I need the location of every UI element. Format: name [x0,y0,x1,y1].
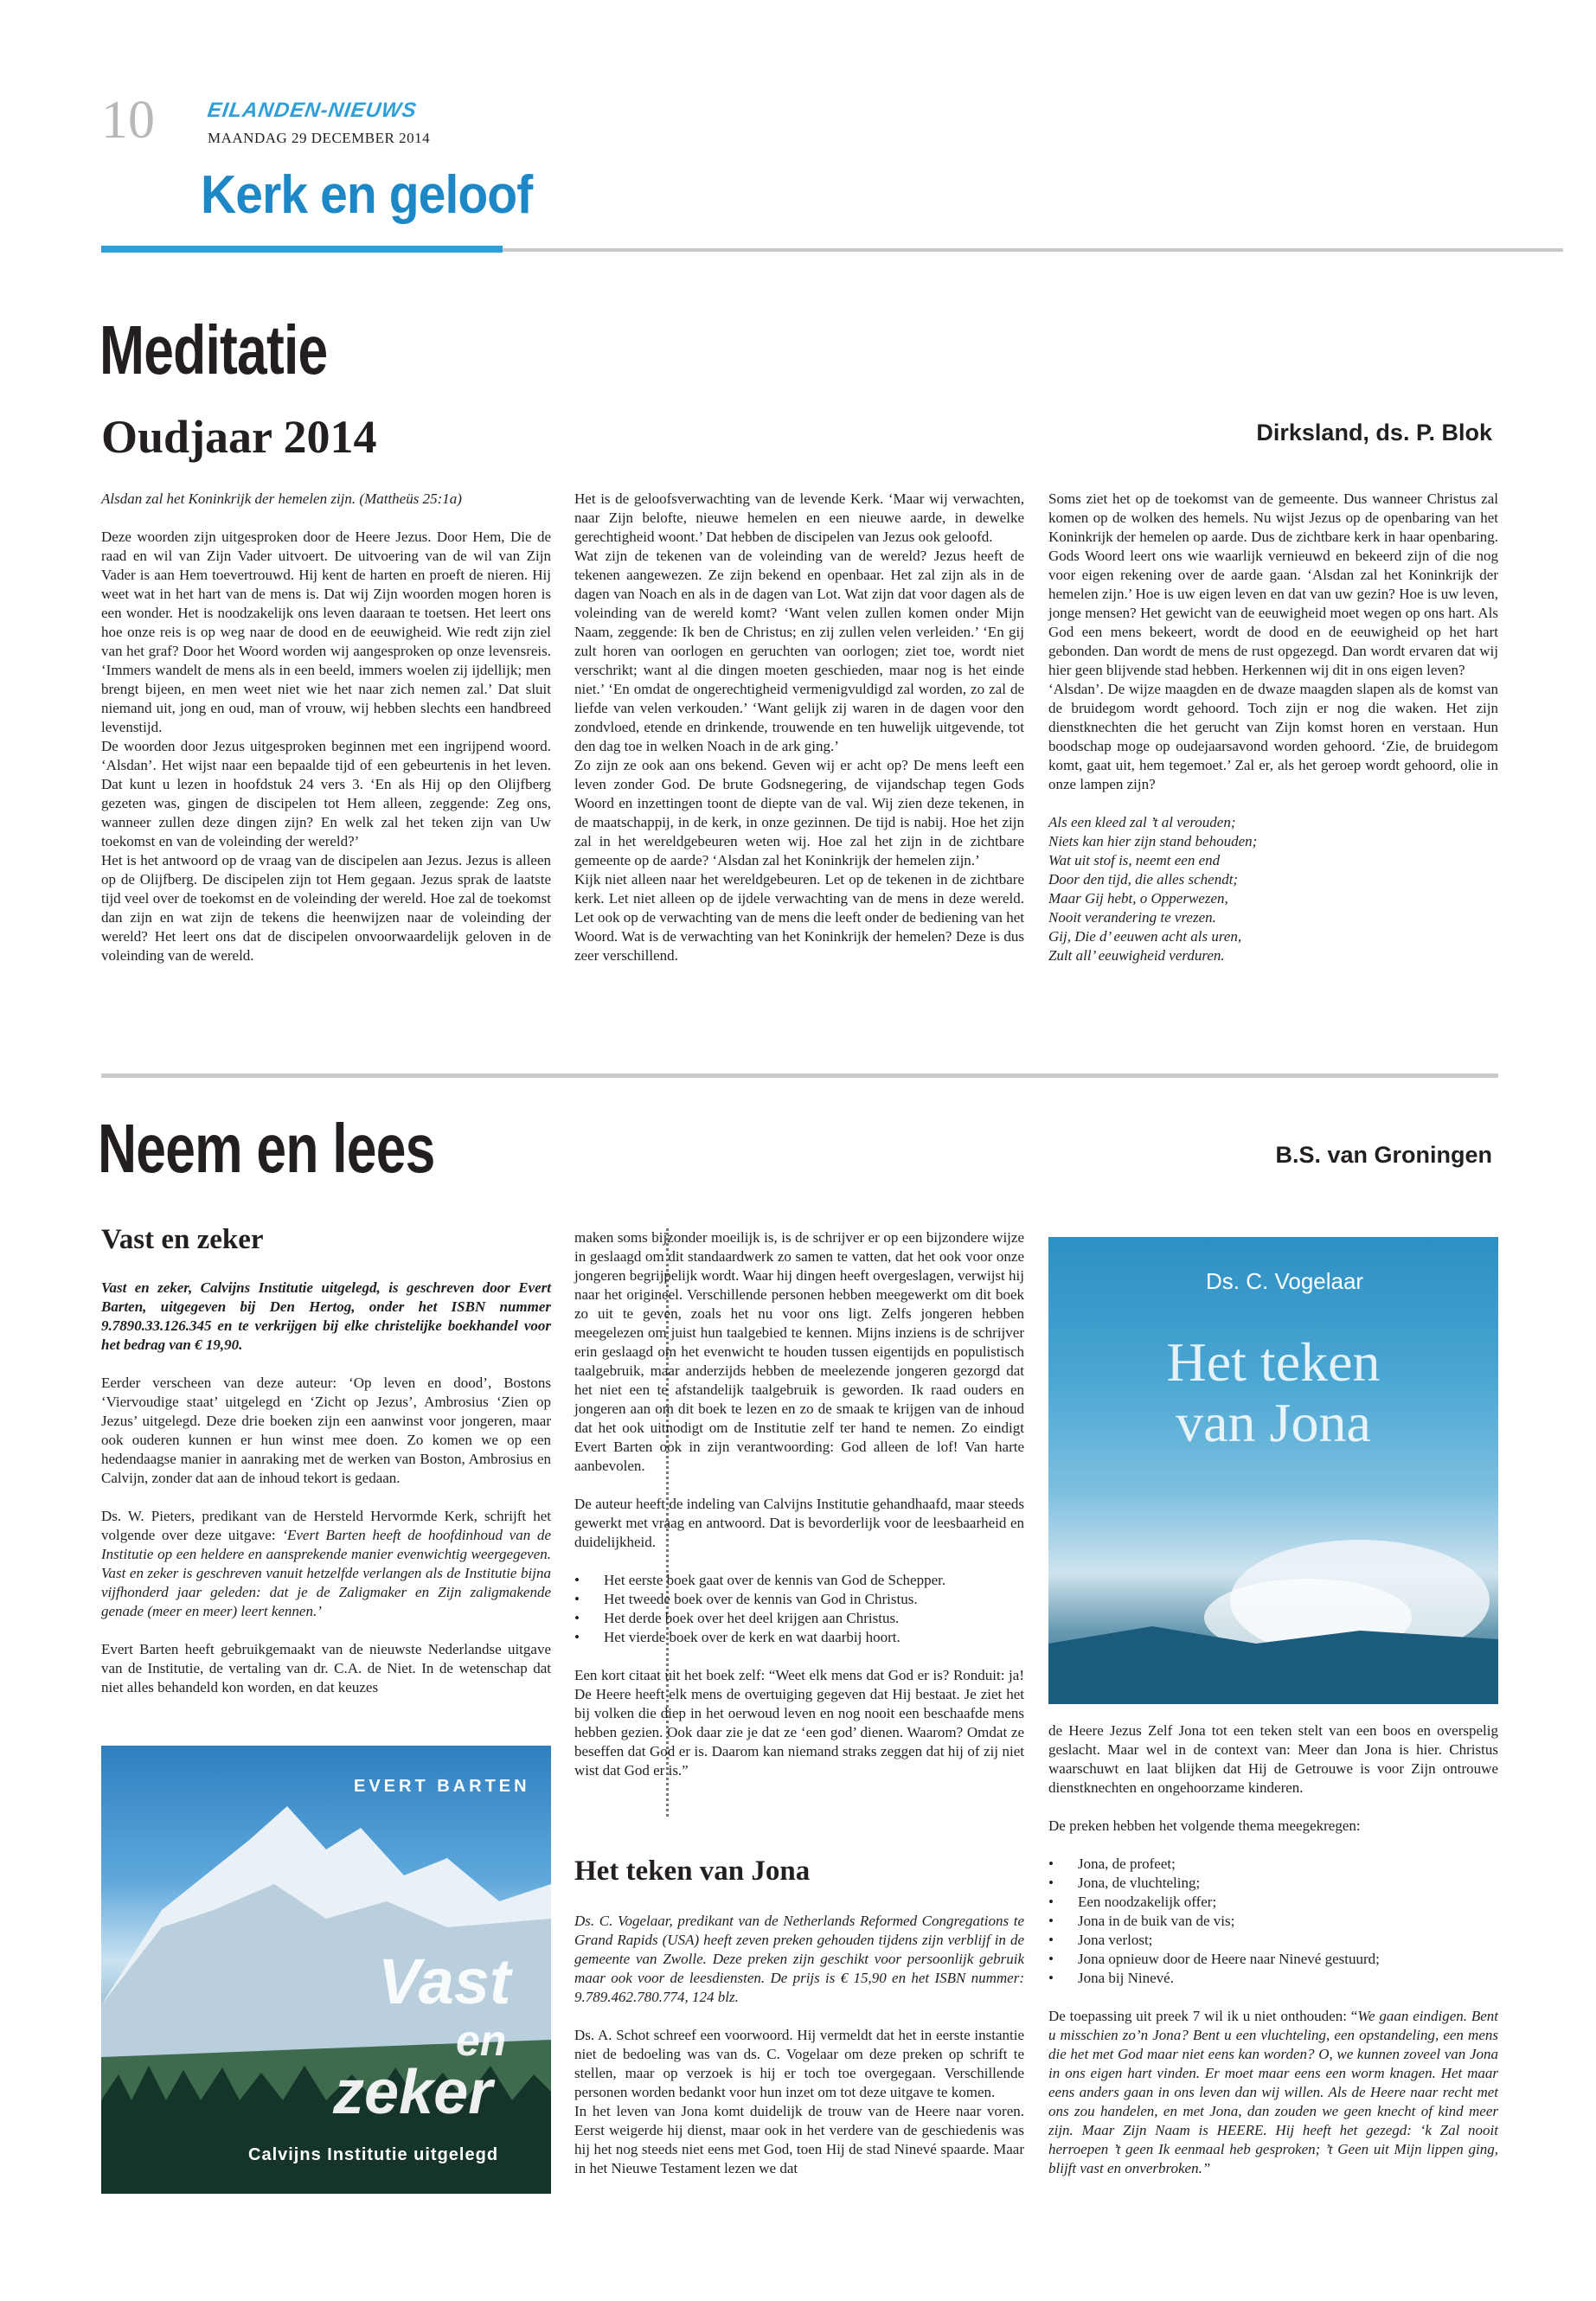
paragraph: Kijk niet alleen naar het wereldgebeuren. Let op de tekenen in de zichtbare kerk. Let niet alleen op de ijdele verwachting van de mens in deze wereld. Let ook op de verwachting van de mens die leeft onder de bediening van het Woord. Wat is de verwachting van het Koninkrijk der hemelen? Deze is dus zeer verschillend. [574,871,1024,964]
book-cover-vast-en-zeker [101,1746,551,2194]
vast-en-zeker-column-2 [574,1228,1024,1780]
poem-line: Zult all’ eeuwigheid verduren. [1048,947,1225,964]
cover-author: EVERT BARTEN [354,1777,530,1796]
section-divider [101,1074,1498,1078]
paragraph: Wat zijn de tekenen van de voleinding van de wereld? Jezus heeft de tekenen aangewezen. Ze zijn bekend en openbaar. Het zal zijn als in de dagen van Noach en als in de dagen van Lot. Wat zijn dat voor dagen als de voleinding van de wereld komt? ‘Want velen zullen komen onder Mijn Naam, zeggende: Ik ben de Christus; en zij zullen velen verleiden.’ ‘En gij zult horen van oorlogen en geruchten van oorlogen; ziet toe, wordt niet verschrikt; want al die dingen moeten geschieden, maar nog is het einde niet.’ ‘En omdat de ongerechtigheid vermenigvuldigd zal worden, zo zal de liefde van velen verkouden.’ ‘Want gelijk zij waren in de dagen voor den zondvloed, etende en drinkende, trouwende en ten huwelijk uitgevende, tot den dag toe in welken Noach in de ark ging.’ [574,548,1024,754]
meditatie-column-2 [574,490,1024,965]
sermon-quote: We gaan eindigen. Bent u misschien zo’n Jona? Bent u een vluchteling, een opstandeling, een mens die het met God maar niet eens kan worden? O, we kunnen zoveel van Jona in ons eigen hart vinden. Er moet maar eens een worm knagen. Het maar eens anders gaan in ons leven dan wij willen. Als de Heere naar recht met ons zou handelen, en met Jona, dan zouden we geen knecht of kind meer zijn. Maar Zijn Naam is HEERE. Hij heeft het gezegd: ‘k Zal nooit herroepen ’t geen Ik eenmaal heb gesproken; ’t Geen uit Mijn lippen ging, blijft vast en onverbroken.” [1048,2008,1499,2176]
list-item: • Het eerste boek gaat over de kennis van God de Schepper. [604,1571,1024,1590]
paragraph: Soms ziet het op de toekomst van de gemeente. Dus wanneer Christus zal komen op de wolken des hemels. Nu wijst Jezus op de openbaring van het Koninkrijk der hemelen op aarde. Dus de zichtbare kerk in haar openbaring. Gods Woord leert ons wie waarlijk vernieuwd en bekeerd zijn of die nog voor eigen rekening over de aarde gaan. ‘Alsdan zal het Koninkrijk der hemelen zijn.’ Hoe is uw eigen leven en dat van uw gezin? Hoe is uw leven, jonge mensen? Het gewicht van de eeuwigheid moet wegen op ons hart. Als God een mens bekeert, wordt de dood en de eeuwigheid op het hart gebonden. Dan wordt de mens de rust opgezegd. Dan wordt ervaren dat wij hier geen blijvende stad hebben. Herkennen wij dit in ons eigen leven? [1048,490,1498,678]
book-cover-het-teken-van-jona [1048,1237,1498,1704]
paragraph: Een kort citaat uit het boek zelf: “Weet elk mens dat God er is? Ronduit: ja! De Heere heeft elk mens de overtuiging gegeven dat Hij bestaat. Je ziet het bij volken die diep in het oerwoud leven en nog nooit een beschaafde mens hebben gezien. Ook daar zie je dat ze ‘een god’ dienen. Waarom? Omdat ze beseffen dat God er is. Daarom kan niemand straks zeggen dat hij of zij niet wist dat God er is.” [574,1667,1024,1779]
list-item: • Jona in de buik van de vis; [1078,1912,1498,1931]
cover-title-line-1: Het teken [1166,1331,1381,1393]
book-parts-list [574,1571,1024,1647]
meditatie-byline: Dirksland, ds. P. Blok [1256,420,1492,445]
paragraph: Het is de geloofsverwachting van de levende Kerk. ‘Maar wij verwachten, naar Zijn belofte, nieuwe hemelen en een nieuwe aarde, in dewelke gerechtigheid woont.’ Dat hebben de discipelen van Jezus ook geloofd. [574,490,1024,545]
paragraph: Ds. A. Schot schreef een voorwoord. Hij vermeldt dat het in eerste instantie niet de bedoeling was van ds. C. Vogelaar om deze preken op schrift te stellen, maar op verzoek is hij er toch toe overgegaan. Verschillende personen worden bedankt voor hun inzet om tot deze uitgave te komen. [574,2027,1024,2100]
paragraph: Het is het antwoord op de vraag van de discipelen aan Jezus. Jezus is alleen op de Olijfberg. De discipelen zijn tot Hem gegaan. Jezus sprak de laatste tijd veel over de toekomst en de voleinding der wereld. Hoe zal de toekomst dan zijn en wat zijn de tekens die heenwijzen naar de voleinding der wereld? Het leert ons dat de discipelen onvoorwaardelijk geloven in de voleinding van de wereld. [101,852,551,964]
list-item: • Het tweede boek over de kennis van God in Christus. [604,1590,1024,1609]
poem-line: Niets kan hier zijn stand behouden; [1048,833,1258,849]
cover-title-line-2: van Jona [1176,1392,1371,1453]
issue-date: MAANDAG 29 DECEMBER 2014 [208,130,431,146]
poem-line: Door den tijd, die alles schendt; [1048,871,1239,888]
list-item: • Het vierde boek over de kerk en wat daarbij hoort. [604,1628,1024,1647]
newspaper-logo: EILANDEN-NIEUWS [206,99,419,122]
poem [1048,813,1498,965]
meditatie-column-1 [101,490,551,965]
paragraph: ‘Alsdan’. De wijze maagden en de dwaze maagden slapen als de komst van de bruidegom wordt gehoord. Toch zijn er nog die waken. Het zijn dienstknechten die het gerucht van Zijn komst horen en verstaan. Hun boodschap moge op oudejaarsavond worden gehoord. ‘Zie, de bruidegom komt, gaat uit, hem tegemoet.’ Zal er, als het geroep wordt gehoord, olie in onze lampen zijn? [1048,681,1498,792]
meditatie-heading: Meditatie [99,311,328,388]
page-number: 10 [101,91,155,150]
scripture-quote: Alsdan zal het Koninkrijk der hemelen zijn. (Mattheüs 25:1a) [101,490,462,507]
section-title: Kerk en geloof [201,165,533,225]
jona-column-2 [1048,1721,1498,2178]
vast-en-zeker-column-1 [101,1279,551,1697]
review-title-het-teken-van-jona: Het teken van Jona [574,1856,811,1887]
paragraph: De auteur heeft de indeling van Calvijns Institutie gehandhaafd, maar steeds gewerkt met vraag en antwoord. Dat is bevorderlijk voor de leesbaarheid en duidelijkheid. [574,1496,1024,1550]
paragraph-lead: De toepassing uit preek 7 wil ik u niet onthouden: “ [1048,2008,1358,2024]
paragraph: de Heere Jezus Zelf Jona tot een teken stelt van een boos en overspelig geslacht. Maar wel in de context van: Meer dan Jona is hier. Christus waarschuwt en laat blijken dat Hij de Getrouwe is voor Zijn ontrouwe dienstknechten en ongehoorzame kinderen. [1048,1722,1498,1796]
list-item: • Jona opnieuw door de Heere naar Ninevé gestuurd; [1078,1950,1498,1969]
paragraph [101,1507,551,1621]
cover-title-word-2: en [456,2016,507,2065]
neem-en-lees-heading: Neem en lees [98,1110,435,1187]
paragraph-lead: Ds. W. Pieters, predikant van de Hersteld Hervormde Kerk, schrijft het volgende over deze uitgave: [101,1508,551,1543]
neem-en-lees-byline: B.S. van Groningen [1275,1142,1492,1168]
paragraph: maken soms bijzonder moeilijk is, is de schrijver er op een bijzondere wijze in geslaagd om dit standaardwerk zo samen te vatten, dat het ook voor onze jongeren begrijpelijk wordt. Waar hij dingen heeft overgeslagen, verwijst hij naar het origineel. Verschillende personen hebben meegewerkt om dit boek zo uit te geven, zoals het nu voor ons ligt. Zelfs jongeren hebben meegelezen om juist hun taalgebied te kennen. Mijns inziens is de schrijver erin geslaagd om het evenwicht te houden tussen eigentijds en populistisch taalgebruik, maar anderzijds hebben de meelezende jongeren gezorgd dat het niet een te afstandelijk taalgebruik is geworden. Ik raad ouders en jongeren aan om dit boek te lezen en zo de smaak te krijgen van de inhoud dat het ook uitnodigt om de Institutie zelf ter hand te nemen. Zo eindigt Evert Barten ook in zijn verantwoording: God alleen de lof! Van harte aanbevolen. [574,1229,1024,1474]
poem-line: Wat uit stof is, neemt een end [1048,852,1221,868]
meditatie-column-3 [1048,490,1498,965]
paragraph [1048,2007,1498,2178]
paragraph: Deze woorden zijn uitgesproken door de Heere Jezus. Door Hem, Die de raad en wil van Zijn Vader uitvoert. De uitvoering van de wil van Zijn Vader is aan Hem toevertrouwd. Hij kent de harten en proeft de nieren. Hij weet wat in het hart van de mens is. Dat wij Zijn woorden mogen horen is een wonder. Het is noodzakelijk ons leven daaraan te toetsen. Het leert ons hoe onze reis is op weg naar de dood en de eeuwigheid. Wie redt zijn ziel van het graf? Door het Woord worden wij aangesproken op onze levensreis. ‘Immers wandelt de mens als in een beeld, immers woelen zij ijdellijk; men brengt bijeen, en men weet niet wie het naar zich nemen zal.’ Dat sluit niemand uit, jong en oud, man of vrouw, wij hebben slechts een handbreed levenstijd. [101,529,551,735]
poem-line: Nooit verandering te vrezen. [1048,909,1216,926]
section-rule-accent [101,246,503,253]
poem-line: Maar Gij hebt, o Opperwezen, [1048,890,1228,907]
paragraph: Evert Barten heeft gebruikgemaakt van de nieuwste Nederlandse uitgave van de Institutie, de vertaling van dr. C.A. de Niet. In de wetenschap dat niet alles behandeld kon worden, en dat keuzes [101,1641,551,1695]
paragraph: De preken hebben het volgende thema meegekregen: [1048,1817,1361,1834]
review-title-vast-en-zeker: Vast en zeker [101,1224,264,1255]
poem-line: Gij, Die d’ eeuwen acht als uren, [1048,928,1242,945]
book-info: Vast en zeker, Calvijns Institutie uitgelegd, is geschreven door Evert Barten, uitgegeven bij Den Hertog, onder het ISBN nummer 9.7890.33.126.345 en te verkrijgen bij elke christelijke boekhandel voor het bedrag van € 19,90. [101,1279,551,1353]
cover-subtitle: Calvijns Institutie uitgelegd [248,2145,499,2164]
section-rule [503,248,1563,252]
jona-column-1 [574,1912,1024,2178]
review-quote: ‘Evert Barten heeft de hoofdinhoud van de Institutie op een heldere en aansprekende manier evenwichtig weergegeven. Vast en zeker is geschreven vanuit hetzelfde verlangen als de Institutie bijna vijfhonderd jaar geleden: dat je de Zaligmaker en Zijn zaligmakende genade (meer en meer) leert kennen.’ [101,1527,551,1619]
list-item: • Het derde boek over het deel krijgen aan Christus. [604,1609,1024,1628]
cover-author: Ds. C. Vogelaar [1206,1268,1364,1294]
book-info: Ds. C. Vogelaar, predikant van de Netherlands Reformed Congregations te Grand Rapids (USA) heeft zeven preken gehouden tijdens zijn verblijf in de gemeente van Zwolle. Deze preken zijn geschikt voor persoonlijk gebruik maar ook voor de leesdiensten. De prijs is € 15,90 en het ISBN nummer: 9.789.462.780.774, 124 blz. [574,1913,1024,2005]
paragraph: In het leven van Jona komt duidelijk de trouw van de Heere naar voren. Eerst weigerde hij dienst, maar ook in het verdere van de geschiedenis was hij het nog steeds niet eens met God, toen Hij de stad Ninevé spaarde. Maar in het Nieuwe Testament lezen we dat [574,2103,1024,2176]
list-item: • Jona, de vluchteling; [1078,1874,1498,1893]
paragraph: De woorden door Jezus uitgesproken beginnen met een ingrijpend woord. ‘Alsdan’. Het wijst naar een bepaalde tijd of een gebeurtenis in het leven. Dat kunt u lezen in hoofdstuk 24 vers 3. ‘En als Hij op den Olijfberg gezeten was, gingen de discipelen tot Hem alleen, zeggende: Zeg ons, wanneer zullen deze dingen zijn? En welk zal het teken zijn van Uw toekomst en van de voleinding der wereld?’ [101,738,551,849]
wave-illustration [1048,1237,1498,1704]
list-item: • Jona verlost; [1078,1931,1498,1950]
meditatie-title: Oudjaar 2014 [101,411,377,463]
cover-title-word-1: Vast [378,1945,511,2017]
sermon-themes-list [1048,1855,1498,1988]
list-item: • Jona bij Ninevé. [1078,1969,1498,1988]
paragraph: Zo zijn ze ook aan ons bekend. Geven wij er acht op? De mens leeft een leven zonder God. De brute Godsnegering, de vijandschap tegen Gods Woord en inzettingen toont de diepte van de val. Wij zien deze tekenen, in de maatschappij, in de kerk, in onze gezinnen. De tijd is nabij. Hoe het zijn zal in het wereldgebeuren weten wij. Hoe zal het zijn in de zichtbare gemeente op de aarde? ‘Alsdan zal het Koninkrijk der hemelen zijn.’ [574,757,1024,868]
paragraph: Eerder verscheen van deze auteur: ‘Op leven en dood’, Bostons ‘Viervoudige staat’ uitgelegd en ‘Zicht op Jezus’, Ambrosius ‘Zien op Jezus’ uitgelegd. Deze drie boeken zijn een aanwinst voor jongeren, maar ook ouderen kunnen er hun winst mee doen. Zo komen we op een hedendaagse manier in aanraking met de werken van Boston, Ambrosius en Calvijn, zonder dat aan de inhoud tekort is gedaan. [101,1375,551,1486]
list-item: • Jona, de profeet; [1078,1855,1498,1874]
list-item: • Een noodzakelijk offer; [1078,1893,1498,1912]
poem-line: Als een kleed zal ’t al verouden; [1048,814,1236,830]
cover-title-word-3: zeker [333,2058,493,2127]
